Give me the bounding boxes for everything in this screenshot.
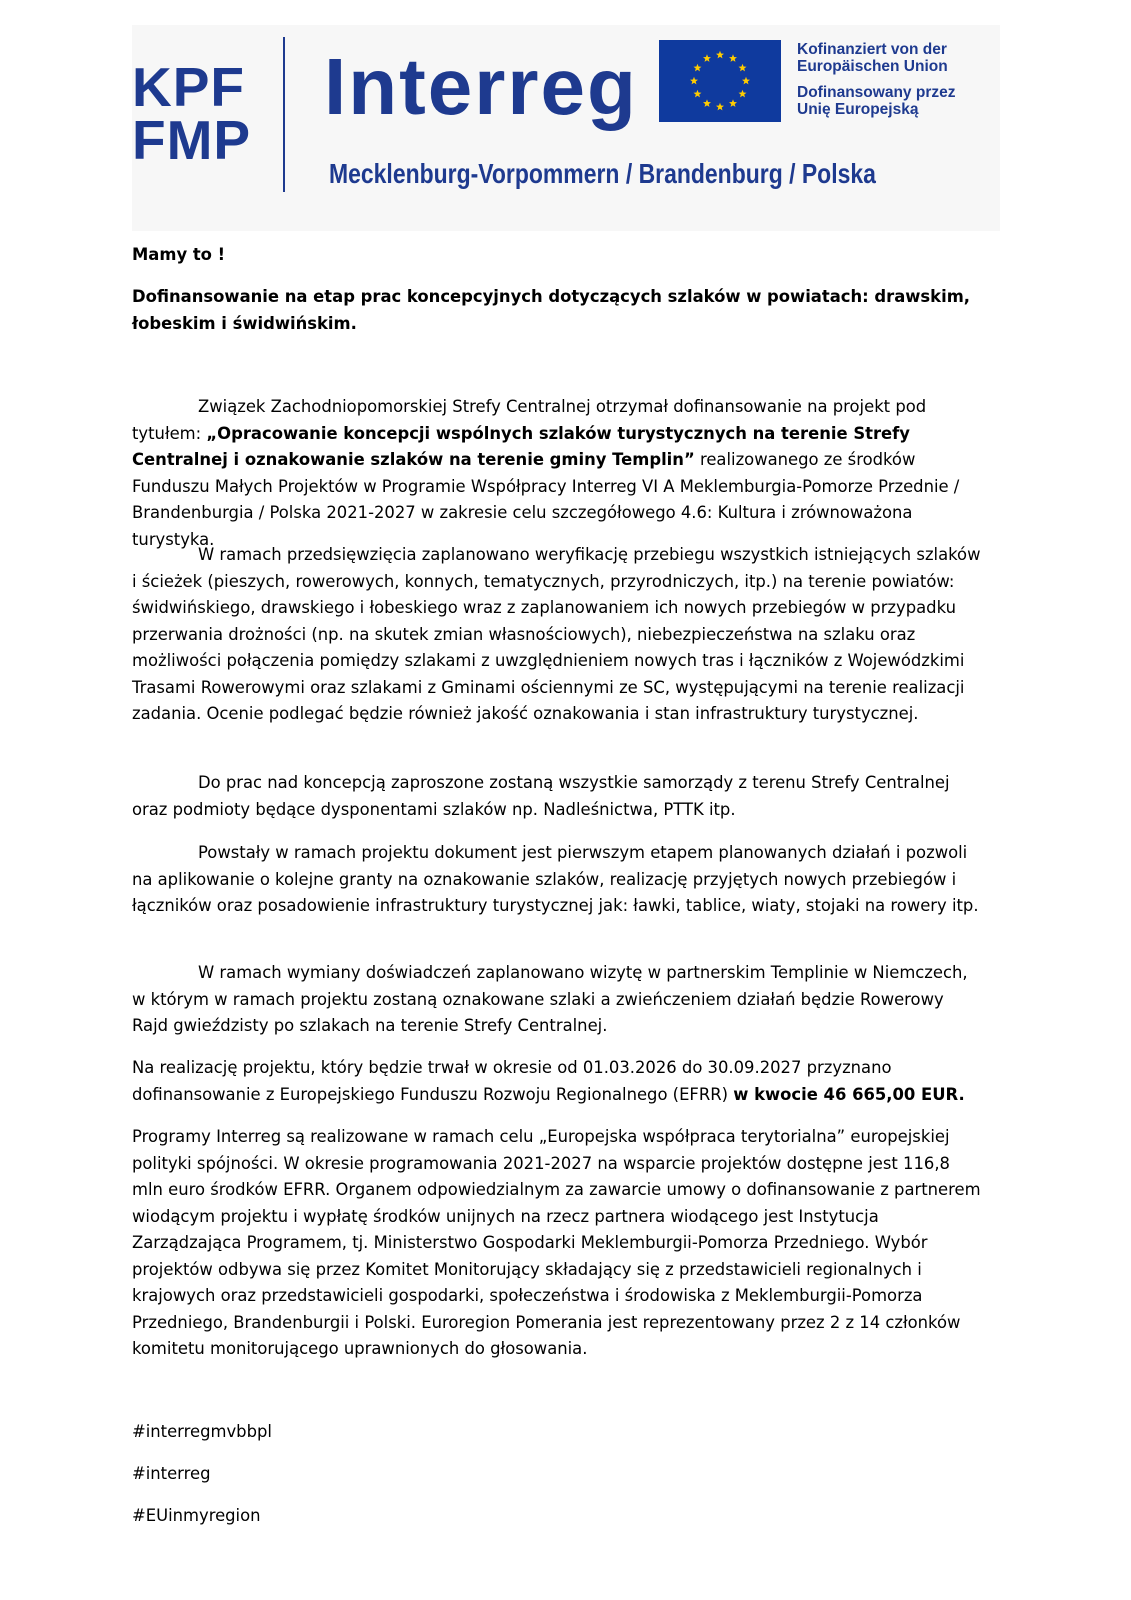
paragraph-1 [132,394,982,553]
logo-header [132,25,1000,231]
paragraph-5: W ramach wymiany doświadczeń zaplanowano wizytę w partnerskim Templinie w Niemczech, w którym w ramach projektu zostaną oznakowane szlaki a zwieńczeniem działań będzie Rowerowy Rajd gwieździsty po szlakach na terenie Strefy Centralnej. [132,963,968,1035]
eu-pl-line-2: Unię Europejską [797,101,919,118]
paragraph-1-text: Związek Zachodniopomorskiej Strefy Centralnej otrzymał dofinansowanie na projekt pod tytułem: [132,397,927,443]
fmp-logo-line: FMP [132,109,252,171]
paragraph-3: Do prac nad koncepcją zaproszone zostaną wszystkie samorządy z terenu Strefy Centralnej oraz podmioty będące dysponentami szlaków np. Nadleśnictwa, PTTK itp. [132,773,950,819]
eu-cofinancing-label [797,41,955,118]
kpf-logo-line: KPF [132,56,245,118]
paragraph-6 [132,1055,982,1108]
hashtag-interregmvbbpl: #interregmvbbpl [132,1422,272,1441]
funding-amount: w kwocie 46 665,00 EUR. [733,1084,965,1104]
paragraph-2: W ramach przedsięwzięcia zaplanowano weryfikację przebiegu wszystkich istniejących szlaków i ścieżek (pieszych, rowerowych, konnych, tematycznych, przyrodniczych, itp.) na terenie powiatów: świdwińskiego, drawskiego i łobeskiego wraz z zaplanowaniem ich nowych przebiegów w przypadku przerwania drożności (np. na skutek zmian własnościowych), niebezpieczeństwa na szlaku oraz możliwości połączenia pomiędzy szlakami z uwzględnieniem nowych tras i łączników z Wojewódzkimi Trasami Rowerowymi oraz szlakami z Gminami ościennymi ze SC, występującymi na terenie realizacji zadania. Ocenie podlegać będzie również jakość oznakowania i stan infrastruktury turystycznej. [132,545,981,723]
logo-divider [283,37,285,192]
paragraph-6-text: Na realizację projektu, który będzie trwał w okresie od 01.03.2026 do 30.09.2027 przyznano dofinansowanie z Europejskiego Funduszu Rozwoju Regionalnego (EFRR) [132,1058,892,1104]
page-title: Mamy to ! [132,245,226,264]
kpf-fmp-logo [132,56,252,171]
paragraph-4: Powstały w ramach projektu dokument jest pierwszym etapem planowanych działań i pozwoli na aplikowanie o kolejne granty na oznakowanie szlaków, realizację przyjętych nowych przebiegów i łączników oraz posadowienie infrastruktury turystycznej jak: ławki, tablice, wiaty, stojaki na rowery itp. [132,843,979,915]
page-subtitle: Dofinansowanie na etap prac koncepcyjnych dotyczących szlaków w powiatach: drawskim, łobeskim i świdwińskim. [132,287,971,333]
paragraph-7: Programy Interreg są realizowane w ramach celu „Europejska współpraca terytorialna” europejskiej polityki spójności. W okresie programowania 2021-2027 na wsparcie projektów dostępne jest 116,8 mln euro środków EFRR. Organem odpowiedzialnym za zawarcie umowy o dofinansowanie z partnerem wiodącym projektu i wypłatę środków unijnych na rzecz partnera wiodącego jest Instytucja Zarządzająca Programem, tj. Ministerstwo Gospodarki Meklemburgii-Pomorza Przedniego. Wybór projektów odbywa się przez Komitet Monitorujący składający się z przedstawicieli regionalnych i krajowych oraz przedstawicieli gospodarki, społeczeństwa i środowiska z Meklemburgii-Pomorza Przedniego, Brandenburgii i Polski. Euroregion Pomerania jest reprezentowany przez 2 z 14 członków komitetu monitorującego uprawnionych do głosowania. [132,1127,981,1358]
hashtag-euinmyregion: #EUinmyregion [132,1506,261,1525]
eu-pl-line-1: Dofinansowany przez [797,84,956,101]
eu-flag-icon [659,40,781,122]
paragraph-1-end: realizowanego ze środków Funduszu Małych Projektów w Programie Współpracy Interreg VI A Meklemburgia-Pomorze Przednie / Brandenburgia / Polska 2021-2027 w zakresie celu szczegółowego 4.6: Kultura i zrównoważona turystyka. [132,450,960,549]
eu-de-line-2: Europäischen Union [797,58,948,75]
hashtag-interreg: #interreg [132,1464,211,1483]
project-title: „Opracowanie koncepcji wspólnych szlaków turystycznych na terenie Strefy Centralnej i oznakowanie szlaków na terenie gminy Templin” [132,423,910,469]
interreg-logo: Interreg [324,42,638,131]
eu-de-line-1: Kofinanziert von der [797,41,947,58]
program-region-label: Mecklenburg-Vorpommern / Brandenburg / Polska [329,158,876,189]
